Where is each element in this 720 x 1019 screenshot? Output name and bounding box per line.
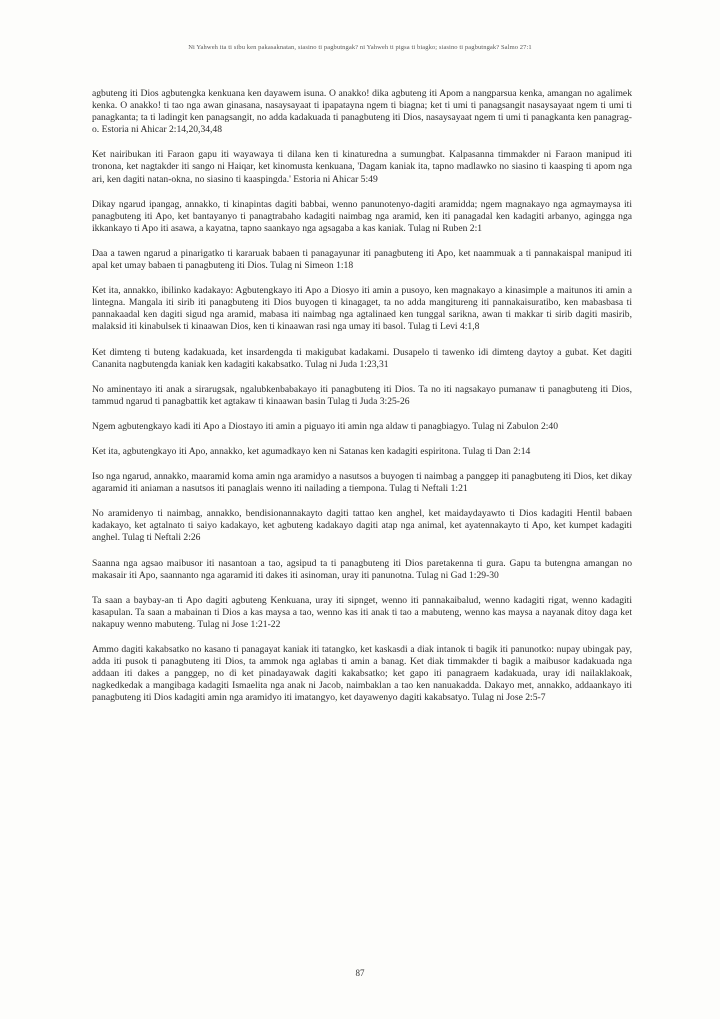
- paragraph: Ta saan a baybay-an ti Apo dagiti agbuteng Kenkuana, uray iti sipnget, wenno iti pannakaibalud, wenno kadagiti rigat, wenno kadagiti kasapulan. Ta saan a mabainan ti Dios a kas maysa a tao, wenno kas iti anak ti tao a mabuteng, wenno kas maysa a nayanak ditoy daga ket nakapuy wenno mabuteng. Tulag ni Jose 1:21-22: [92, 594, 632, 630]
- paragraph: agbuteng iti Dios agbutengka kenkuana ken dayawem isuna. O anakko! dika agbuteng iti Apom a nangparsua kenka, amangan no agalimek kenka. O anakko! ti tao nga awan ginasana, nasaysayaat ti ipapatayna ngem ti biagna; ket ti umi ti panagsangit nasaysayaat ngem ti umi ti panagkanta; ta ti ladingit ken panagsangit, no adda kadakuada ti panagbuteng iti Dios, nasaysayaat ngem ti umi ti panagkanta ken panagrag-o. Estoria ni Ahicar 2:14,20,34,48: [92, 88, 632, 136]
- paragraph: Daa a tawen ngarud a pinarigatko ti kararuak babaen ti panagayunar iti panagbuteng iti Apo, ket naammuak a ti pannakaispal manipud iti apal ket umay babaen ti panagbuteng iti Dios. Tulag ni Simeon 1:18: [92, 247, 632, 272]
- paragraph: Ammo dagiti kakabsatko no kasano ti panagayat kaniak iti tatangko, ket kaskasdi a diak intanok ti bagik iti panunotko: nupay ubingak pay, adda iti pusok ti panagbuteng iti Dios, ta ammok nga aglabas ti amin a banag. Ket diak timmakder ti bagik a maibusor kadakuada nga addaan iti dakes a panggep, no di ket pinadayawak dagiti kakabsatko; ket gapo iti panagraem kadakuada, uray idi nailaklakoak, nagkedkedak a mangibaga kadagiti Ismaelita nga anak ni Jacob, naimbaklan a tao ken nanuakadda. Dakayo met, annakko, addaankayo iti panagbuteng iti Dios kadagiti amin nga aramidyo iti imatangyo, ket dayawenyo dagiti kakabsatyo. Tulag ni Jose 2:5-7: [92, 644, 632, 704]
- paragraph: Ket nairibukan iti Faraon gapu iti wayawaya ti dilana ken ti kinaturedna a sumungbat. Kalpasanna timmakder ni Faraon manipud iti tronona, ket nagtakder iti sango ni Haiqar, ket kinomusta kenkuana, 'Dagam kaniak ita, tapno madlawko no siasino ti kaasping ti apom nga ari, ken dagiti natan-okna, no siasino ti kaaspingda.' Estoria ni Ahicar 5:49: [92, 149, 632, 185]
- page-number: 87: [355, 968, 365, 978]
- paragraph: Ket ita, agbutengkayo iti Apo, annakko, ket agumadkayo ken ni Satanas ken kadagiti espiritona. Tulag ti Dan 2:14: [92, 445, 531, 457]
- paragraph: Ket ita, annakko, ibilinko kadakayo: Agbutengkayo iti Apo a Diosyo iti amin a pusoyo, ken magnakayo a kinasimple a maitunos iti amin a lintegna. Mangala iti sirib iti panagbuteng iti Dios buyogen ti kinagaget, ta no adda mangitureng iti pannakaisuratibo, ken mabasbasa ti pannakaadal ken dagiti sigud nga aramid, mabasa iti naimbag nga agtalinaed ken tunggal sarikna, awan ti makkar ti sirib dagiti masirib, malaksid iti kinabulsek ti kinaawan Dios, ken ti kinaawan rasi nga umay iti basol. Tulag ti Levi 4:1,8: [92, 285, 632, 333]
- body-text: [92, 88, 632, 717]
- paragraph: Ngem agbutengkayo kadi iti Apo a Diostayo iti amin a piguayo iti amin nga aldaw ti panagbiagyo. Tulag ni Zabulon 2:40: [92, 420, 559, 432]
- paragraph: No aminentayo iti anak a sirarugsak, ngalubkenbabakayo iti panagbuteng iti Dios. Ta no iti nagsakayo pumanaw ti panagbuteng iti Dios, tammud ngarud ti panagbattik ket agtakaw ti kinaawan basin Tulag ti Juda 3:25-26: [92, 383, 632, 407]
- paragraph: Ket dimteng ti buteng kadakuada, ket insardengda ti makigubat kadakami. Dusapelo ti tawenko idi dimteng daytoy a gubat. Ket dagiti Cananita nagbutengda kaniak ken kadagiti kakabsatko. Tulag ni Juda 1:23,31: [92, 346, 632, 370]
- paragraph: Saanna nga agsao maibusor iti nasantoan a tao, agsipud ta ti panagbuteng iti Dios paretakenna ti gura. Gapu ta butengna amangan no makasair iti Apo, saannanto nga agaramid iti dakes iti asinoman, uray iti panunotna. Tulag ni Gad 1:29-30: [92, 557, 632, 581]
- paragraph: Iso nga ngarud, annakko, maaramid koma amin nga aramidyo a nasutsos a buyogen ti naimbag a panggep iti panagbuteng iti Dios, ket dikay agaramid iti aniaman a nasutsos iti panaglais wenno iti nailading a tiempona. Tulag ti Neftali 1:21: [92, 471, 632, 495]
- paragraph: Dikay ngarud ipangag, annakko, ti kinapintas dagiti babbai, wenno panunotenyo-dagiti aramidda; ngem magnakayo nga agmaymaysa iti panagbuteng iti Apo, ket bantayanyo ti panagtrabaho kadagiti naimbag nga aramid, ken iti panagadal ken kadagiti arbanyo, agingga nga ikkankayo ti Apo iti asawa, a kayatna, tapno saankayo nga agsagaba a kas kaniak. Tulag ni Ruben 2:1: [92, 198, 632, 234]
- paragraph: No aramidenyo ti naimbag, annakko, bendisionannakayto dagiti tattao ken anghel, ket maidaydayawto ti Dios kadagiti Hentil babaen kadakayo, ket agtalnato ti saiyo kadakayo, ket agbuteng kadakayo dagiti atap nga animal, ket ayatennakayto ti Apo, ket kumpet kadagiti anghel. Tulag ti Neftali 2:26: [92, 508, 632, 544]
- running-head: Ni Yahweh ita ti sibu ken pakasaknatan, siasino ti pagbutngak? ni Yahweh ti pigsa ti biagko; siasino ti pagbutngak? Salmo 27:1: [188, 44, 532, 51]
